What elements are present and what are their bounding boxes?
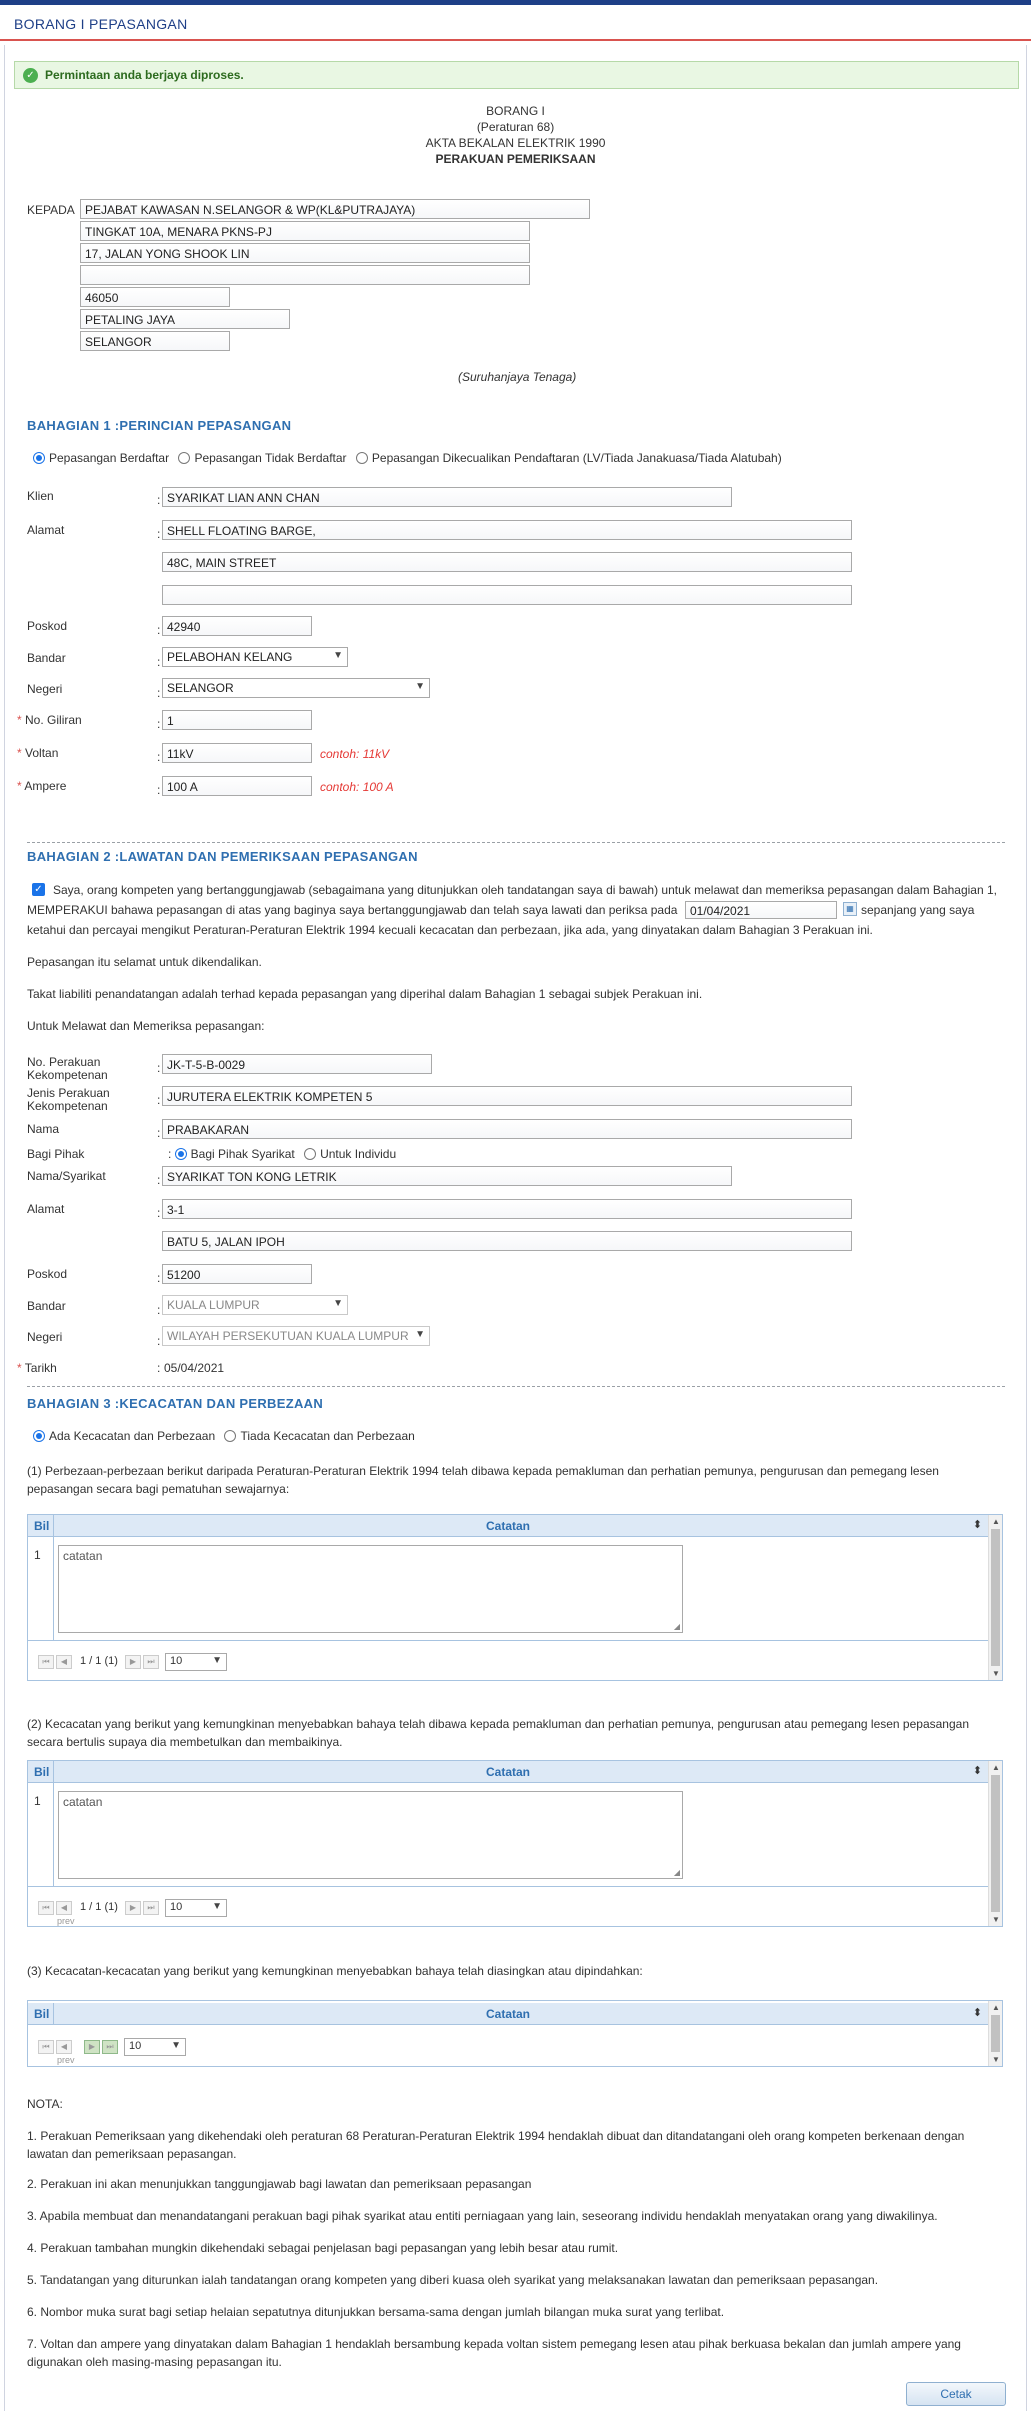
voltan-input[interactable]: 11kV <box>162 743 312 763</box>
required-marker: * <box>17 713 26 727</box>
section-title-bahagian1: BAHAGIAN 1 :PERINCIAN PEPASANGAN <box>27 418 292 433</box>
colon: : <box>157 1361 161 1375</box>
chevron-down-icon: ▼ <box>415 1329 425 1340</box>
kepada-label: KEPADA <box>27 203 75 217</box>
negeri-syarikat-select <box>162 1326 430 1346</box>
scroll-up-icon[interactable]: ▲ <box>992 1763 1000 1772</box>
kepada-line-4[interactable] <box>80 265 530 285</box>
colon: : <box>157 1303 161 1317</box>
scrollbar-thumb[interactable] <box>991 1775 1000 1912</box>
required-marker: * <box>17 1361 25 1375</box>
column-header-catatan[interactable]: Catatan <box>485 1519 530 1533</box>
giliran-label <box>17 713 82 727</box>
nota-item-7: 7. Voltan dan ampere yang dinyatakan dalam Bahagian 1 hendaklah bersambung kepada voltan sistem pemegang lesen atau pihak berkuasa bekalan dan jumlah ampere yang digunakan oleh masing-masing pepasangan itu. <box>27 2337 961 2369</box>
tarikh-label-text: Tarikh <box>24 1361 57 1375</box>
radio-label-untuk-individu: Untuk Individu <box>320 1147 397 1161</box>
alamat-syarikat-line-2[interactable]: BATU 5, JALAN IPOH <box>162 1231 852 1251</box>
colon: : <box>157 783 161 797</box>
nota-item-4: 4. Perakuan tambahan mungkin dikehendaki sebagai penjelasan bagi pepasangan yang lebih besar atau rumit. <box>27 2241 619 2255</box>
success-alert <box>14 61 1019 89</box>
bagi-pihak-radios <box>168 1147 396 1161</box>
radio-pepasangan-dikecualikan[interactable] <box>356 452 368 464</box>
last-page-icon[interactable]: ⏭ <box>143 1655 159 1669</box>
poskod-syarikat-input[interactable]: 51200 <box>162 1264 312 1284</box>
prev-label: prev <box>57 2055 75 2065</box>
column-header-bil: Bil <box>34 1765 50 1779</box>
next-page-icon[interactable]: ▶ <box>84 2040 100 2054</box>
page-info: 1 / 1 (1) <box>80 1655 118 1667</box>
kecacatan-radios <box>33 1429 415 1443</box>
kepada-poskod[interactable]: 46050 <box>80 287 230 307</box>
negeri-label: Negeri <box>27 682 63 696</box>
page-size-value: 10 <box>170 1901 183 1913</box>
grid-scrollbar[interactable] <box>988 2001 1002 2066</box>
kecacatan-grid <box>27 1760 1003 1927</box>
colon: : <box>157 493 161 507</box>
catatan-text: catatan <box>63 1549 103 1563</box>
negeri-select[interactable] <box>162 678 430 698</box>
radio-untuk-individu[interactable] <box>304 1148 316 1160</box>
nota-item-3: 3. Apabila membuat dan menandatangani perakuan bagi pihak syarikat atau entiti perniagaan yang lain, seseorang individu hendaklah menyatakan orang yang diwakilinya. <box>27 2209 938 2223</box>
kepada-line-3[interactable]: 17, JALAN YONG SHOOK LIN <box>80 243 530 263</box>
nota-item-5: 5. Tandatangan yang diturunkan ialah tandatangan orang kompeten yang diberi kuasa oleh syarikat yang melaksanakan lawatan dan pemeriksaan pepasangan. <box>27 2273 879 2287</box>
negeri-selected: SELANGOR <box>167 681 234 695</box>
page-info: 1 / 1 (1) <box>80 1901 118 1913</box>
negeri-syarikat-label: Negeri <box>27 1330 63 1344</box>
kepada-footer: (Suruhanjaya Tenaga) <box>458 370 577 384</box>
pepasangan-type-radios <box>33 451 782 465</box>
voltan-label <box>17 746 58 760</box>
page-size-value: 10 <box>129 2040 142 2052</box>
prev-page-icon[interactable]: ◀ <box>56 1655 72 1669</box>
colon: : <box>157 1173 161 1187</box>
page-size-select[interactable] <box>165 1899 227 1917</box>
bahagian2-para-2: Takat liabiliti penandatangan adalah terhad kepada pepasangan yang diperihal dalam Bahagian 1 sebagai subjek Perakuan ini. <box>27 987 703 1001</box>
declaration-line-2b: sepanjang yang saya <box>861 903 975 917</box>
voltan-hint: contoh: 11kV <box>320 747 390 761</box>
nota-item-6: 6. Nombor muka surat bagi setiap helaian sepatutnya ditunjukkan bersama-sama dengan jumlah bilangan muka surat yang terlibat. <box>27 2305 725 2319</box>
bahagian3-section2-text: (2) Kecacatan yang berikut yang kemungkinan menyebabkan bahaya telah dibawa kepada pemakluman dan perhatian pemunya, pengurusan atau pemegang lesen pepasangan secara bertulis supaya dia membetulkan dan membaikinya. <box>27 1717 969 1749</box>
grid-scrollbar[interactable] <box>988 1515 1002 1680</box>
colon: : <box>157 623 161 637</box>
scrollbar-thumb[interactable] <box>991 2015 1000 2052</box>
column-header-catatan[interactable]: Catatan <box>485 1765 530 1779</box>
ampere-label <box>17 779 66 793</box>
alamat-label: Alamat <box>27 523 65 537</box>
section-divider <box>27 842 1005 843</box>
prev-label: prev <box>57 1916 75 1926</box>
right-border <box>1026 45 1027 2411</box>
colon: : <box>157 1061 161 1075</box>
bandar-select[interactable] <box>162 647 348 667</box>
radio-label-tiada-kecacatan: Tiada Kecacatan dan Perbezaan <box>240 1429 415 1443</box>
scroll-down-icon[interactable]: ▼ <box>992 1669 1000 1678</box>
bahagian2-para-3: Untuk Melawat dan Memeriksa pepasangan: <box>27 1019 265 1033</box>
nota-item-1: 1. Perakuan Pemeriksaan yang dikehendaki oleh peraturan 68 Peraturan-Peraturan Elektrik 1994 hendaklah dibuat dan ditandatangani oleh orang kompeten berkenaan dengan lawatan dan pemeriksaan pepasangan. <box>27 2129 965 2161</box>
colon: : <box>157 655 161 669</box>
colon: : <box>157 1206 161 1220</box>
page-size-value: 10 <box>170 1655 183 1667</box>
voltan-label-text: Voltan <box>25 746 59 760</box>
resize-handle-icon[interactable]: ◢ <box>673 1622 680 1631</box>
radio-pepasangan-tidak-berdaftar[interactable] <box>178 452 190 464</box>
scrollbar-thumb[interactable] <box>991 1529 1000 1666</box>
declaration-checkbox[interactable]: ✓ <box>32 883 45 896</box>
radio-ada-kecacatan[interactable] <box>33 1430 45 1442</box>
nama-label: Nama <box>27 1122 60 1136</box>
colon: : <box>157 1271 161 1285</box>
required-marker: * <box>17 779 25 793</box>
form-header-line1: BORANG I <box>486 104 545 118</box>
perbezaan-grid <box>27 1514 1003 1681</box>
form-header-line2: (Peraturan 68) <box>476 120 555 134</box>
radio-label-tidak-berdaftar: Pepasangan Tidak Berdaftar <box>194 451 347 465</box>
left-border <box>4 45 5 2411</box>
sort-icon[interactable]: ⬍ <box>972 2007 982 2019</box>
scroll-up-icon[interactable]: ▲ <box>992 1517 1000 1526</box>
alamat-line-1[interactable]: SHELL FLOATING BARGE, <box>162 520 852 540</box>
chevron-down-icon: ▼ <box>212 1655 222 1666</box>
bagi-pihak-label: Bagi Pihak <box>27 1147 85 1161</box>
no-perakuan-input[interactable]: JK-T-5-B-0029 <box>162 1054 432 1074</box>
poskod-label: Poskod <box>27 619 68 633</box>
ampere-label-text: Ampere <box>24 779 67 793</box>
declaration-line-1: Saya, orang kompeten yang bertanggungjawab (sebagaimana yang ditunjukkan oleh tandatangan saya di bawah) untuk melawat dan memeriksa pepasangan dalam Bahagian 1, <box>53 883 997 897</box>
column-divider <box>53 1537 54 1640</box>
negeri-syarikat-selected: WILAYAH PERSEKUTUAN KUALA LUMPUR <box>167 1329 409 1343</box>
giliran-label-text: No. Giliran <box>25 713 82 727</box>
required-marker: * <box>17 746 26 760</box>
sort-icon[interactable]: ⬍ <box>972 1519 982 1531</box>
grid-header <box>28 2003 988 2025</box>
radio-bagi-pihak-syarikat[interactable] <box>175 1148 187 1160</box>
giliran-input[interactable]: 1 <box>162 710 312 730</box>
grid-scrollbar[interactable] <box>988 1761 1002 1926</box>
form-header-line3: AKTA BEKALAN ELEKTRIK 1990 <box>425 136 606 150</box>
colon: : <box>157 717 161 731</box>
prev-page-icon[interactable]: ◀ <box>56 1901 72 1915</box>
nama-input[interactable]: PRABAKARAN <box>162 1119 852 1139</box>
chevron-down-icon: ▼ <box>171 2040 181 2051</box>
radio-label-dikecualikan: Pepasangan Dikecualikan Pendaftaran (LV/Tiada Janakuasa/Tiada Alatubah) <box>371 451 782 465</box>
colon: : <box>157 1093 161 1107</box>
section-divider <box>27 1386 1005 1387</box>
jenis-perakuan-input[interactable]: JURUTERA ELEKTRIK KOMPETEN 5 <box>162 1086 852 1106</box>
alamat-syarikat-line-1[interactable]: 3-1 <box>162 1199 852 1219</box>
nama-syarikat-label: Nama/Syarikat <box>27 1169 106 1183</box>
form-header-line4: PERAKUAN PEMERIKSAAN <box>435 152 596 166</box>
bandar-selected: PELABOHAN KELANG <box>167 650 293 664</box>
alert-message: Permintaan anda berjaya diproses. <box>45 68 244 82</box>
check-circle-icon: ✓ <box>23 68 38 83</box>
chevron-down-icon: ▼ <box>333 650 343 661</box>
page-size-select[interactable] <box>124 2038 186 2056</box>
radio-label-berdaftar: Pepasangan Berdaftar <box>49 451 170 465</box>
catatan-textarea[interactable] <box>58 1791 683 1879</box>
column-header-bil: Bil <box>34 2007 50 2021</box>
row-bil: 1 <box>34 1794 41 1808</box>
kepada-line-2[interactable]: TINGKAT 10A, MENARA PKNS-PJ <box>80 221 530 241</box>
ampere-hint: contoh: 100 A <box>320 780 394 794</box>
column-header-bil: Bil <box>34 1519 50 1533</box>
alamat-line-2[interactable]: 48C, MAIN STREET <box>162 552 852 572</box>
grid-pager <box>28 1886 988 1926</box>
resize-handle-icon[interactable]: ◢ <box>673 1868 680 1877</box>
cetak-button[interactable]: Cetak <box>906 2382 1006 2406</box>
page-size-select[interactable] <box>165 1653 227 1671</box>
radio-label-ada-kecacatan: Ada Kecacatan dan Perbezaan <box>49 1429 216 1443</box>
bahagian2-para-1: Pepasangan itu selamat untuk dikendalikan. <box>27 955 262 969</box>
column-header-catatan[interactable]: Catatan <box>485 2007 530 2021</box>
last-page-icon[interactable]: ⏭ <box>143 1901 159 1915</box>
page-header <box>0 5 1031 41</box>
alamat-line-3[interactable] <box>162 585 852 605</box>
next-page-icon[interactable]: ▶ <box>125 1901 141 1915</box>
first-page-icon[interactable]: ⏮ <box>38 2040 54 2054</box>
poskod-syarikat-label: Poskod <box>27 1267 68 1281</box>
declaration-line-3: ketahui dan percayai mengikut Peraturan-Peraturan Elektrik 1994 kecuali kecacatan dan perbezaan, jika ada, yang dinyatakan dalam Bahagian 3 Perakuan ini. <box>27 923 873 937</box>
colon: : <box>157 1334 161 1348</box>
colon: : <box>157 686 161 700</box>
grid-header <box>28 1761 988 1783</box>
colon: : <box>168 1147 175 1161</box>
nota-item-2: 2. Perakuan ini akan menunjukkan tanggungjawab bagi lawatan dan pemeriksaan pepasangan <box>27 2177 532 2191</box>
kepada-bandar[interactable]: PETALING JAYA <box>80 309 290 329</box>
declaration-line-2a: MEMPERAKUI bahawa pepasangan di atas yang baginya saya bertanggungjawab dan telah saya lawati dan periksa pada <box>27 903 678 917</box>
colon: : <box>157 750 161 764</box>
grid-pager <box>28 1640 988 1680</box>
grid-header <box>28 1515 988 1537</box>
sort-icon[interactable]: ⬍ <box>972 1765 982 1777</box>
column-divider <box>53 1783 54 1886</box>
section-title-bahagian3: BAHAGIAN 3 :KECACATAN DAN PERBEZAAN <box>27 1396 324 1411</box>
poskod-input[interactable]: 42940 <box>162 616 312 636</box>
calendar-icon[interactable]: ▦ <box>843 902 857 916</box>
row-bil: 1 <box>34 1548 41 1562</box>
radio-tiada-kecacatan[interactable] <box>224 1430 236 1442</box>
diasingkan-grid <box>27 2000 1003 2067</box>
catatan-text: catatan <box>63 1795 103 1809</box>
radio-pepasangan-berdaftar[interactable] <box>33 452 45 464</box>
next-page-icon[interactable]: ▶ <box>125 1655 141 1669</box>
chevron-down-icon: ▼ <box>415 681 425 692</box>
nota-title: NOTA: <box>27 2097 63 2111</box>
chevron-down-icon: ▼ <box>333 1298 343 1309</box>
bandar-syarikat-select <box>162 1295 348 1315</box>
bahagian3-section3-text: (3) Kecacatan-kecacatan yang berikut yang kemungkinan menyebabkan bahaya telah diasingkan atau dipindahkan: <box>27 1964 643 1978</box>
last-page-icon[interactable]: ⏭ <box>102 2040 118 2054</box>
colon: : <box>157 527 161 541</box>
kepada-negeri[interactable]: SELANGOR <box>80 331 230 351</box>
colon: : <box>157 1126 161 1140</box>
scroll-up-icon[interactable]: ▲ <box>992 2003 1000 2012</box>
section-title-bahagian2: BAHAGIAN 2 :LAWATAN DAN PEMERIKSAAN PEPASANGAN <box>27 849 418 864</box>
bandar-syarikat-selected: KUALA LUMPUR <box>167 1298 260 1312</box>
radio-label-bagi-pihak-syarikat: Bagi Pihak Syarikat <box>190 1147 295 1161</box>
no-perakuan-label: No. Perakuan Kekompetenan <box>27 1055 108 1082</box>
visit-date-input[interactable]: 01/04/2021 <box>685 901 837 919</box>
scroll-down-icon[interactable]: ▼ <box>992 2055 1000 2064</box>
prev-page-icon[interactable]: ◀ <box>56 2040 72 2054</box>
jenis-perakuan-label: Jenis Perakuan Kekompetenan <box>27 1086 110 1113</box>
tarikh-value: 05/04/2021 <box>164 1361 225 1375</box>
kepada-line-1[interactable]: PEJABAT KAWASAN N.SELANGOR & WP(KL&PUTRAJAYA) <box>80 199 590 219</box>
chevron-down-icon: ▼ <box>212 1901 222 1912</box>
klien-input[interactable]: SYARIKAT LIAN ANN CHAN <box>162 487 732 507</box>
ampere-input[interactable]: 100 A <box>162 776 312 796</box>
first-page-icon[interactable]: ⏮ <box>38 1655 54 1669</box>
bandar-syarikat-label: Bandar <box>27 1299 66 1313</box>
bandar-label: Bandar <box>27 651 66 665</box>
klien-label: Klien <box>27 489 54 503</box>
scroll-down-icon[interactable]: ▼ <box>992 1915 1000 1924</box>
catatan-textarea[interactable] <box>58 1545 683 1633</box>
alamat-syarikat-label: Alamat <box>27 1202 65 1216</box>
page-title: BORANG I PEPASANGAN <box>14 16 188 32</box>
tarikh-label <box>17 1361 57 1375</box>
grid-pager <box>28 2026 988 2066</box>
bahagian3-section1-text: (1) Perbezaan-perbezaan berikut daripada Peraturan-Peraturan Elektrik 1994 telah dibawa kepada pemakluman dan perhatian pemunya, pengurusan dan pemegang lesen pepasangan secara bagi pematuhan sewajarnya: <box>27 1464 939 1496</box>
first-page-icon[interactable]: ⏮ <box>38 1901 54 1915</box>
nama-syarikat-input[interactable]: SYARIKAT TON KONG LETRIK <box>162 1166 732 1186</box>
